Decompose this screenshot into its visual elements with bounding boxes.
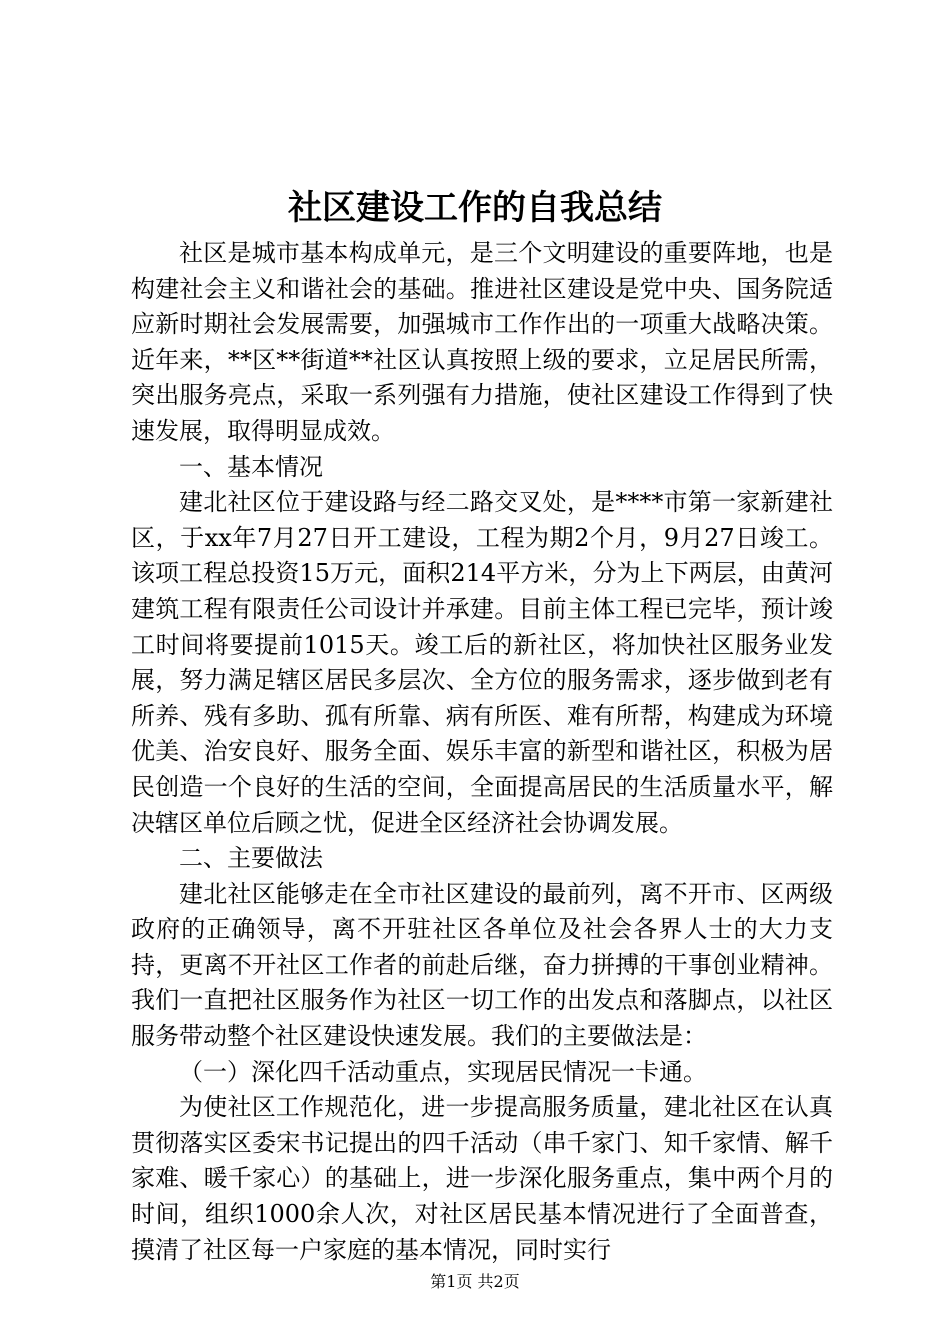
paragraph-intro: 社区是城市基本构成单元，是三个文明建设的重要阵地，也是构建社会主义和谐社会的基础。推进社区建设是党中央、国务院适应新时期社会发展需要，加强城市工作作出的一项重大战略决策。近年来，**区**街道**社区认真按照上级的要求，立足居民所需，突出服务亮点，采取一系列强有力措施，使社区建设工作得到了快速发展，取得明显成效。 xyxy=(131,239,833,445)
document-body xyxy=(131,236,833,1268)
subsection-heading-one: （一）深化四千活动重点，实现居民情况一卡通。 xyxy=(179,1057,707,1086)
section-heading-basic: 一、基本情况 xyxy=(179,452,323,481)
document-title: 社区建设工作的自我总结 xyxy=(288,188,662,228)
paragraph-methods: 建北社区能够走在全市社区建设的最前列，离不开市、区两级政府的正确领导，离不开驻社区各单位及社会各界人士的大力支持，更离不开社区工作者的前赴后继，奋力拼搏的干事创业精神。我们一直把社区服务作为社区一切工作的出发点和落脚点，以社区服务带动整个社区建设快速发展。我们的主要做法是： xyxy=(131,879,833,1051)
paragraph-subsection-one: 为使社区工作规范化，进一步提高服务质量，建北社区在认真贯彻落实区委宋书记提出的四千活动（串千家门、知千家情、解千家难、暖千家心）的基础上，进一步深化服务重点，集中两个月的时间，组织1000余人次，对社区居民基本情况进行了全面普查，摸清了社区每一户家庭的基本情况，同时实行 xyxy=(131,1093,833,1264)
paragraph-basic-info: 建北社区位于建设路与经二路交叉处，是****市第一家新建社区，于xx年7月27日开工建设，工程为期2个月，9月27日竣工。该项工程总投资15万元，面积214平方米，分为上下两层，由黄河建筑工程有限责任公司设计并承建。目前主体工程已完毕，预计竣工时间将要提前1015天。竣工后的新社区，将加快社区服务业发展，努力满足辖区居民多层次、全方位的服务需求，逐步做到老有所养、残有多助、孤有所靠、病有所医、难有所帮，构建成为环境优美、治安良好、服务全面、娱乐丰富的新型和谐社区，积极为居民创造一个良好的生活的空间，全面提高居民的生活质量水平，解决辖区单位后顾之忧，促进全区经济社会协调发展。 xyxy=(131,488,833,837)
section-heading-methods: 二、主要做法 xyxy=(179,844,323,873)
page-number-footer: 第1页 共2页 xyxy=(430,1272,520,1291)
